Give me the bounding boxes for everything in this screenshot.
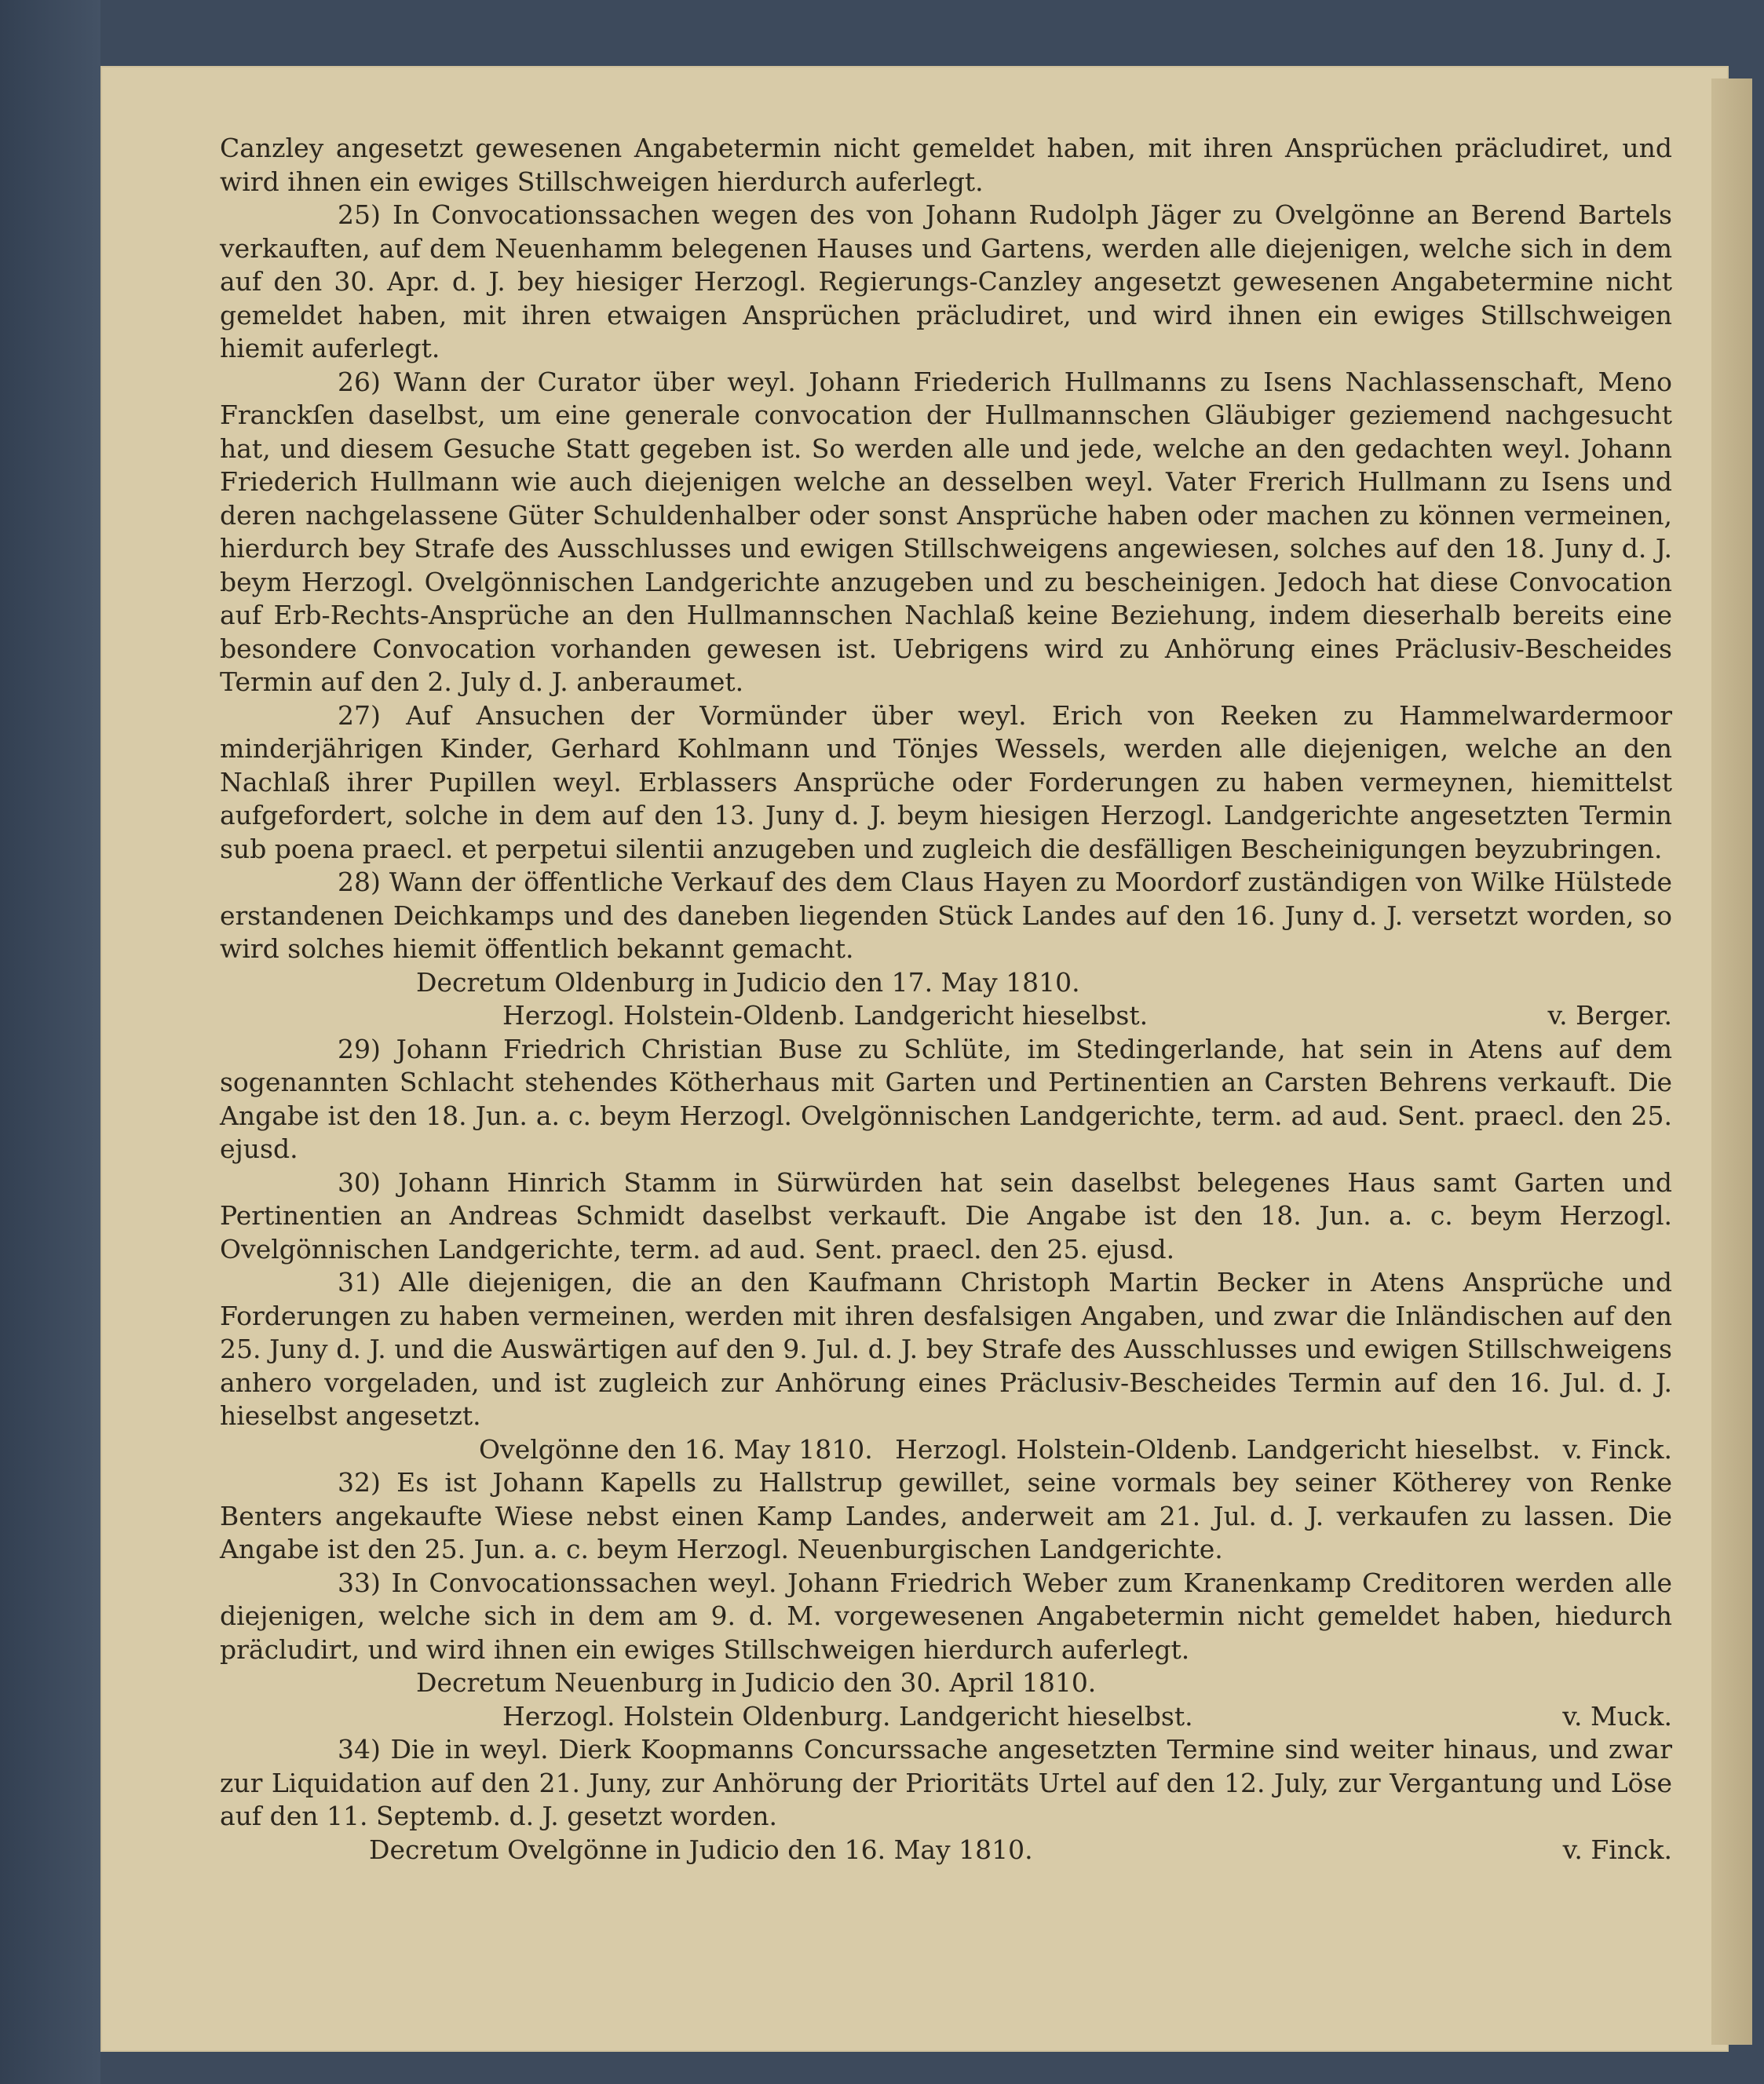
notice-33: 33) In Convocationssachen weyl. Johann Friedrich Weber zum Kranenkamp Creditoren werden alle diejenigen, welche sich in dem am 9. d. M. vorgewesenen Angabetermin nicht gemeldet haben, hiedurch präcludirt, und wird ihnen ein ewiges Stillschweigen hierdurch auferlegt.: [220, 1567, 1672, 1665]
decree-neuenburg: Decretum Neuenburg in Judicio den 30. April 1810.: [416, 1667, 1097, 1698]
notice-28: 28) Wann der öffentliche Verkauf des dem Claus Hayen zu Moordorf zuständigen von Wilke Hülstede erstandenen Deichkamps und des daneben liegenden Stück Landes auf den 16. Juny d. J. versetzt worden, so wird solches hiemit öffentlich bekannt gemacht.: [220, 867, 1672, 964]
court-name: Herzogl. Holstein-Oldenb. Landgericht hieselbst.: [502, 1000, 1149, 1031]
notice-25: 25) In Convocationssachen wegen des von Johann Rudolph Jäger zu Ovelgönne an Berend Bartels verkauften, auf dem Neuenhamm belegenen Hauses und Gartens, werden alle diejenigen, welche sich in dem auf den 30. Apr. d. J. bey hiesiger Herzogl. Regierungs-Canzley angesetzt gewesenen Angabetermine nicht gemeldet haben, mit ihren etwaigen Ansprüchen präcludiret, und wird ihnen ein ewiges Stillschweigen hiemit auferlegt.: [220, 199, 1672, 363]
notice-32: 32) Es ist Johann Kapells zu Hallstrup gewillet, seine vormals bey seiner Kötherey von Renke Benters angekaufte Wiese nebst einen Kamp Landes, anderweit am 21. Jul. d. J. verkaufen zu lassen. Die Angabe ist den 25. Jun. a. c. beym Herzogl. Neuenburgischen Landgerichte.: [220, 1467, 1672, 1564]
notice-26: 26) Wann der Curator über weyl. Johann Friederich Hullmanns zu Isens Nachlassenschaft, Meno Franckſen daselbst, um eine generale convocation der Hullmannschen Gläubiger geziemend nachgesucht hat, und diesem Gesuche Statt gegeben ist. So werden alle und jede, welche an den gedachten weyl. Johann Friederich Hullmann wie auch diejenigen welche an desselben weyl. Vater Frerich Hullmann zu Isens und deren nachgelassene Güter Schuldenhalber oder sonst Ansprüche haben oder machen zu können vermeinen, hierdurch bey Strafe des Ausschlusses und ewigen Stillschweigens angewiesen, solches auf den 18. Juny d. J. beym Herzogl. Ovelgönnischen Landgerichte anzugeben und zu bescheinigen. Jedoch hat diese Convocation auf Erb-Rechts-Ansprüche an den Hullmannschen Nachlaß keine Beziehung, indem dieserhalb bereits eine besondere Convocation vorhanden gewesen ist. Uebrigens wird zu Anhörung eines Präclusiv-Bescheides Termin auf den 2. July d. J. anberaumet.: [220, 366, 1672, 697]
signature-line-3: [220, 1700, 1672, 1734]
signer-name: v. Muck.: [1562, 1700, 1672, 1732]
page-edge: [1711, 78, 1752, 2045]
signature-line-1: [220, 999, 1672, 1033]
signer-name: v. Finck.: [1562, 1433, 1672, 1465]
signer-name: v. Berger.: [1547, 1000, 1672, 1031]
signature-line-2: [220, 1433, 1672, 1467]
notice-34: 34) Die in weyl. Dierk Koopmanns Concurssache angesetzten Termine sind weiter hinaus, und zwar zur Liquidation auf den 21. Juny, zur Anhörung der Prioritäts Urtel auf den 12. July, zur Vergantung und Löse auf den 11. Septemb. d. J. gesetzt worden.: [220, 1734, 1672, 1831]
court-name: Herzogl. Holstein-Oldenb. Landgericht hieselbst.: [895, 1433, 1541, 1465]
notice-29: 29) Johann Friedrich Christian Buse zu Schlüte, im Stedingerlande, hat sein in Atens auf dem sogenannten Schlacht stehendes Kötherhaus mit Garten und Pertinentien an Carsten Behrens verkauft. Die Angabe ist den 18. Jun. a. c. beym Herzogl. Ovelgönnischen Landgerichte, term. ad aud. Sent. praecl. den 25. ejusd.: [220, 1033, 1672, 1164]
notice-31: 31) Alle diejenigen, die an den Kaufmann Christoph Martin Becker in Atens Ansprüche und Forderungen zu haben vermeinen, werden mit ihren desfalsigen Angaben, und zwar die Inländischen auf den 25. Juny d. J. und die Auswärtigen auf den 9. Jul. d. J. bey Strafe des Ausschlusses und ewigen Stillschweigens anhero vorgeladen, und ist zugleich zur Anhörung eines Präclusiv-Bescheides Termin auf den 16. Jul. d. J. hieselbst angesetzt.: [220, 1267, 1672, 1431]
signer-name: v. Finck.: [1562, 1834, 1672, 1865]
place-date: Ovelgönne den 16. May 1810.: [479, 1433, 873, 1465]
signature-line-4: [220, 1834, 1672, 1867]
book-spine: [0, 0, 100, 2084]
court-name: Herzogl. Holstein Oldenburg. Landgericht hieselbst.: [502, 1700, 1193, 1732]
notice-27: 27) Auf Ansuchen der Vormünder über weyl. Erich von Reeken zu Hammelwardermoor minderjährigen Kinder, Gerhard Kohlmann und Tönjes Wessels, werden alle diejenigen, welche an den Nachlaß ihrer Pupillen weyl. Erblassers Ansprüche oder Forderungen zu haben vermeynen, hiemittelst aufgefordert, solche in dem auf den 13. Juny d. J. beym hiesigen Herzogl. Landgerichte angesetzten Termin sub poena praecl. et perpetui silentii anzugeben und zugleich die desfälligen Bescheinigungen beyzubringen.: [220, 699, 1672, 864]
document-text: [220, 132, 1672, 1867]
notice-30: 30) Johann Hinrich Stamm in Sürwürden hat sein daselbst belegenes Haus samt Garten und Pertinentien an Andreas Schmidt daselbst verkauft. Die Angabe ist den 18. Jun. a. c. beym Herzogl. Ovelgönnischen Landgerichte, term. ad aud. Sent. praecl. den 25. ejusd.: [220, 1166, 1672, 1265]
decree-ovelgoenne: Decretum Ovelgönne in Judicio den 16. May 1810.: [369, 1834, 1033, 1865]
decree-oldenburg: Decretum Oldenburg in Judicio den 17. May 1810.: [416, 966, 1080, 998]
continuation-paragraph: Canzley angesetzt gewesenen Angabetermin nicht gemeldet haben, mit ihren Ansprüchen präcludiret, und wird ihnen ein ewiges Stillschweigen hierdurch auferlegt.: [220, 133, 1672, 197]
